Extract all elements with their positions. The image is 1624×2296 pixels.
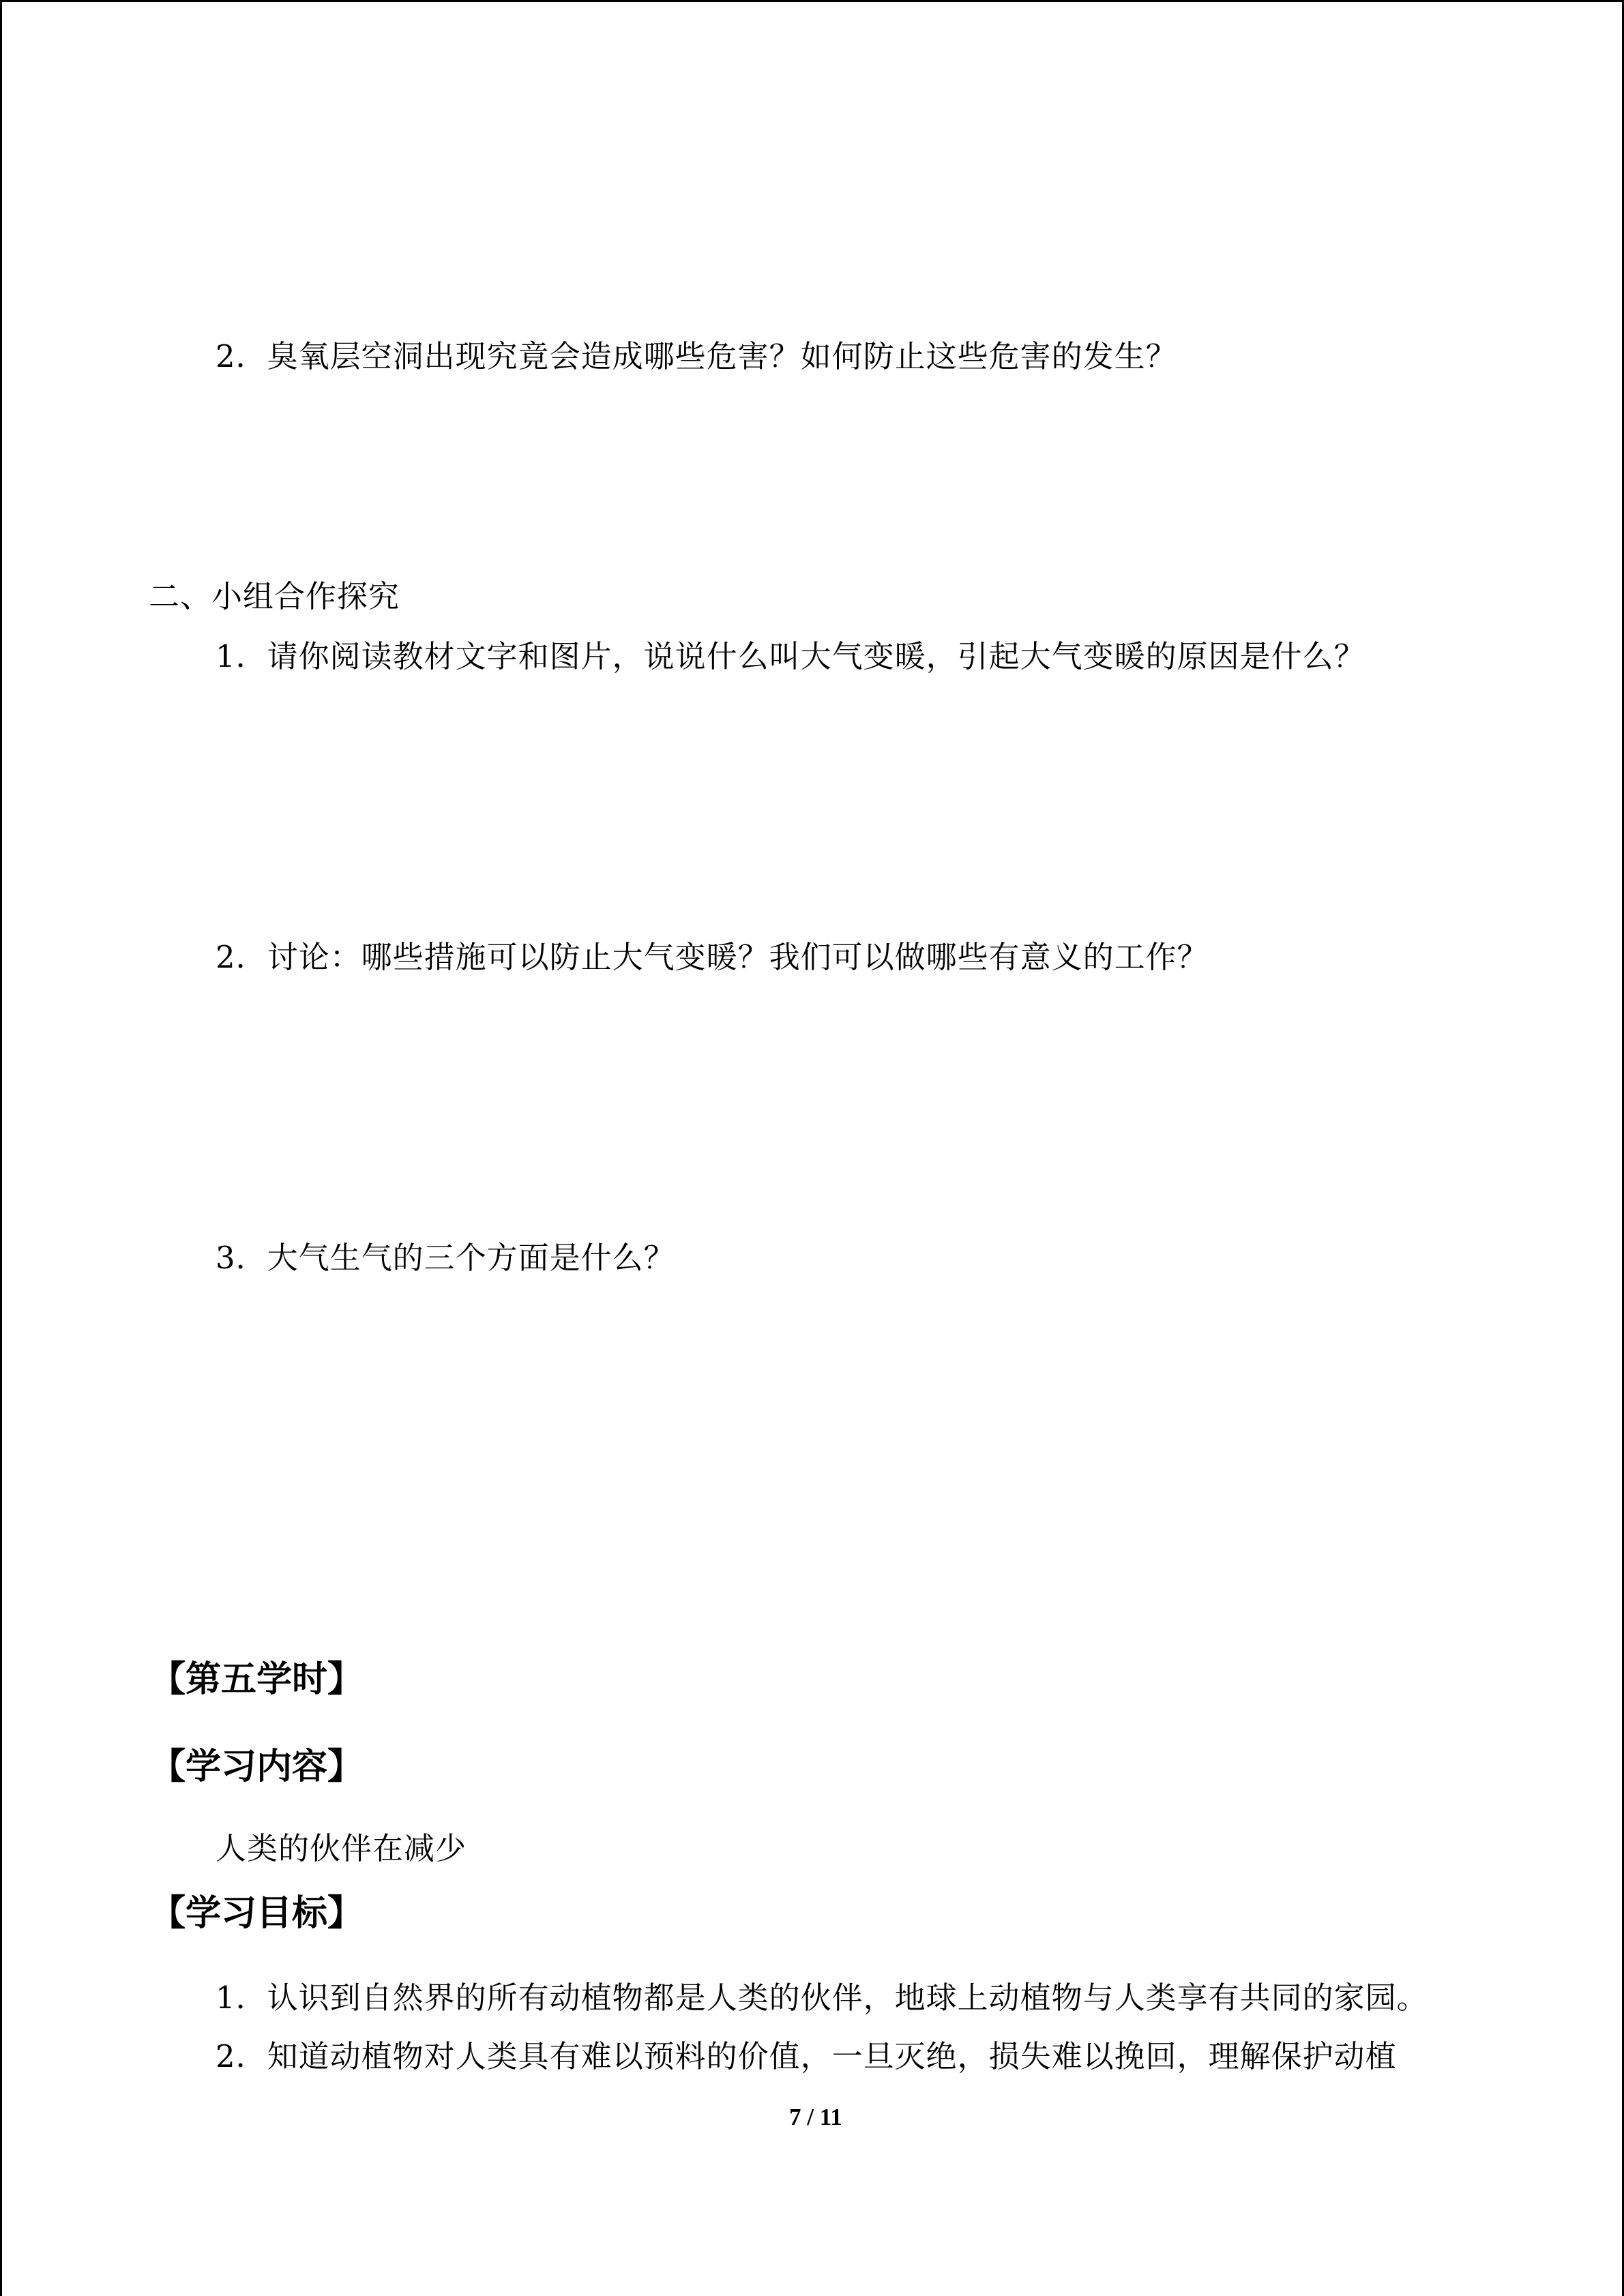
question-warming-measures: 2．讨论：哪些措施可以防止大气变暖？我们可以做哪些有意义的工作？ [216, 939, 1209, 975]
heading-lesson-five: 【第五学时】 [150, 1659, 364, 1700]
question-warming-cause: 1．请你阅读教材文字和图片，说说什么叫大气变暖，引起大气变暖的原因是什么？ [216, 638, 1365, 674]
page-border-left [0, 0, 2, 2296]
heading-learning-goals: 【学习目标】 [150, 1893, 364, 1934]
section-heading-group-inquiry: 二、小组合作探究 [149, 578, 400, 614]
question-three-aspects: 3．大气生气的三个方面是什么？ [216, 1240, 675, 1276]
goal-item: 2．知道动植物对人类具有难以预料的价值，一旦灭绝，损失难以挽回，理解保护动植 [216, 2038, 1397, 2074]
question-ozone-harm: 2．臭氧层空洞出现究竟会造成哪些危害？如何防止这些危害的发生？ [216, 338, 1177, 374]
page-number: 7 / 11 [789, 2104, 842, 2130]
goal-item: 1．认识到自然界的所有动植物都是人类的伙伴，地球上动植物与人类享有共同的家园。 [216, 1980, 1428, 2016]
learning-content-text: 人类的伙伴在减少 [216, 1830, 467, 1866]
page-border-top [0, 0, 1624, 2]
heading-learning-content: 【学习内容】 [150, 1746, 364, 1787]
